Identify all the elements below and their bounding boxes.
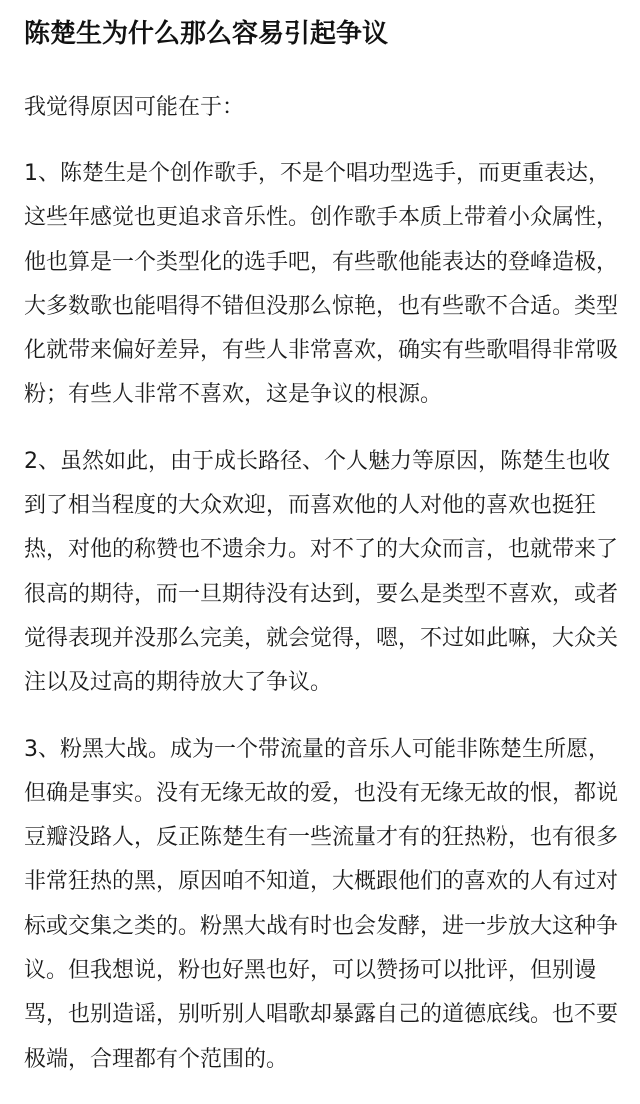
paragraph-1 (24, 152, 638, 418)
text-line: 这些年感觉也更追求音乐性。创作歌手本质上带着小众属性， (24, 205, 619, 231)
article-body (24, 86, 638, 1104)
text-line: 大多数歌也能唱得不错但没那么惊艳，也有些歌不合适。类型 (24, 293, 619, 319)
intro-text: 我觉得原因可能在于： (24, 95, 245, 120)
text-line: 3、粉黑大战。成为一个带流量的音乐人可能非陈楚生所愿， (24, 736, 610, 762)
text-line: 粉；有些人非常不喜欢，这是争议的根源。 (24, 382, 443, 408)
text-line: 2、虽然如此，由于成长路径、个人魅力等原因，陈楚生也收 (24, 448, 610, 474)
text-line: 很高的期待，而一旦期待没有达到，要么是类型不喜欢，或者 (24, 581, 619, 607)
text-line: 热，对他的称赞也不遗余力。对不了的大众而言，也就带来了 (24, 537, 619, 563)
text-line: 豆瓣没路人，反正陈楚生有一些流量才有的狂热粉，也有很多 (24, 825, 619, 851)
text-line: 极端，合理都有个范围的。 (24, 1046, 289, 1072)
text-line: 化就带来偏好差异，有些人非常喜欢，确实有些歌唱得非常吸 (24, 338, 619, 364)
text-line: 但确是事实。没有无缘无故的爱，也没有无缘无故的恨，都说 (24, 780, 619, 806)
text-line: 他也算是一个类型化的选手吧，有些歌他能表达的登峰造极， (24, 249, 619, 275)
paragraph-2 (24, 440, 638, 706)
text-line: 骂，也别造谣，别听别人唱歌却暴露自己的道德底线。也不要 (24, 1002, 619, 1028)
text-line: 觉得表现并没那么完美，就会觉得，嗯，不过如此嘛，大众关 (24, 625, 619, 651)
article-title: 陈楚生为什么那么容易引起争议 (24, 19, 389, 49)
text-line: 非常狂热的黑，原因咱不知道，大概跟他们的喜欢的人有过对 (24, 869, 619, 895)
text-line: 到了相当程度的大众欢迎，而喜欢他的人对他的喜欢也挺狂 (24, 493, 597, 519)
text-line: 注以及过高的期待放大了争议。 (24, 670, 333, 696)
text-line: 1、陈楚生是个创作歌手，不是个唱功型选手，而更重表达， (24, 161, 610, 186)
paragraph-3 (24, 728, 638, 1082)
text-line: 议。但我想说，粉也好黑也好，可以赞扬可以批评，但别谩 (24, 958, 597, 984)
text-line: 标或交集之类的。粉黑大战有时也会发酵，进一步放大这种争 (24, 913, 619, 939)
